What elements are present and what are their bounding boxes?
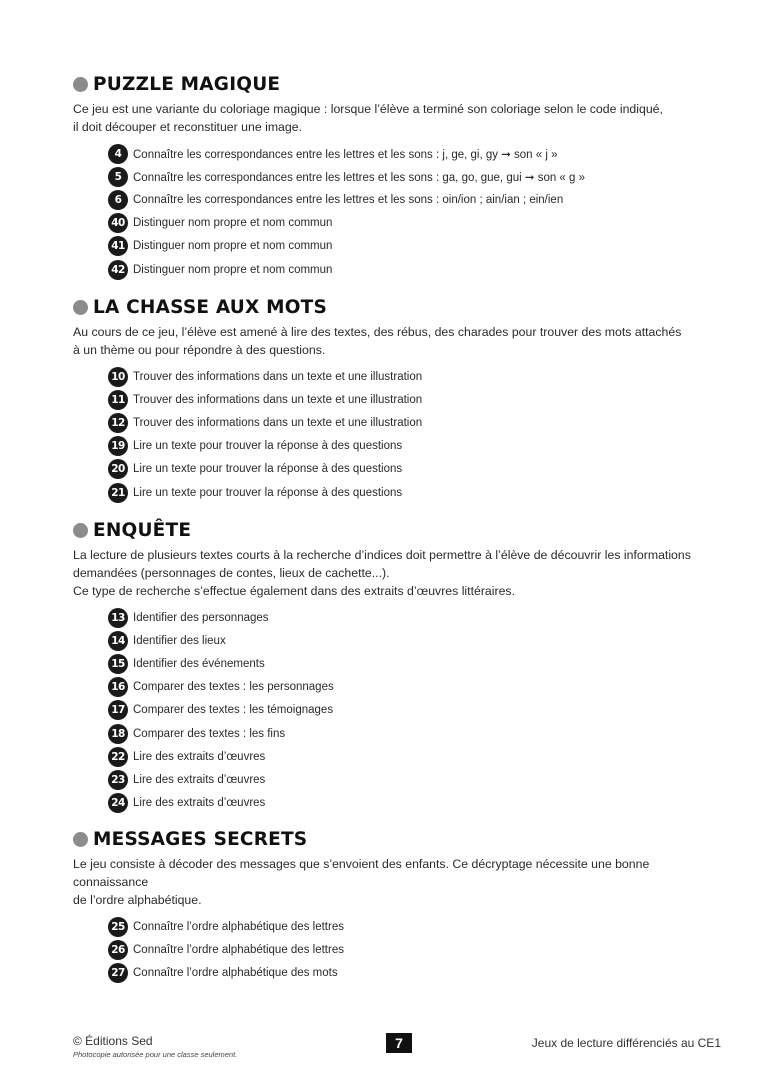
list-item [108, 745, 693, 768]
list-item [108, 188, 693, 211]
number-badge: 21 [108, 483, 128, 503]
section-title [73, 72, 693, 96]
item-label: Distinguer nom propre et nom commun [133, 217, 333, 230]
number-badge: 20 [108, 459, 128, 479]
number-badge: 12 [108, 413, 128, 433]
item-label: Connaître l’ordre alphabétique des lettres [133, 943, 344, 956]
list-item [108, 676, 693, 699]
list-item [108, 142, 693, 165]
item-list [108, 915, 693, 985]
item-label: Connaître les correspondances entre les lettres et les sons : ga, go, gue, gui ➞ son « g » [133, 171, 586, 184]
number-badge: 27 [108, 963, 128, 983]
item-label: Lire des extraits d’œuvres [133, 750, 266, 763]
list-item [108, 165, 693, 188]
intro-line: Le jeu consiste à décoder des messages que s’envoient des enfants. Ce décryptage nécessite une bonne connaissance [73, 857, 650, 889]
number-badge: 26 [108, 940, 128, 960]
list-item [108, 411, 693, 434]
intro-line: La lecture de plusieurs textes courts à la recherche d’indices doit permettre à l’élève de découvrir les informations [73, 548, 691, 562]
list-item [108, 768, 693, 791]
section-intro [73, 546, 693, 600]
list-item [108, 258, 693, 281]
item-label: Lire des extraits d’œuvres [133, 797, 266, 810]
intro-line: Ce type de recherche s’effectue également dans des extraits d’œuvres littéraires. [73, 584, 515, 598]
section-intro [73, 100, 693, 136]
number-badge: 24 [108, 793, 128, 813]
number-badge: 19 [108, 436, 128, 456]
intro-line: il doit découper et reconstituer une image. [73, 120, 302, 134]
number-badge: 40 [108, 213, 128, 233]
intro-line: à un thème ou pour répondre à des questions. [73, 343, 326, 357]
item-label: Lire un texte pour trouver la réponse à des questions [133, 463, 403, 476]
footer-left [73, 1034, 237, 1059]
bullet-icon [73, 77, 88, 92]
list-item [108, 652, 693, 675]
item-label: Lire des extraits d’œuvres [133, 773, 266, 786]
item-label: Comparer des textes : les témoignages [133, 704, 334, 717]
copyright-text: © Éditions Sed [73, 1034, 153, 1048]
item-label: Lire un texte pour trouver la réponse à des questions [133, 440, 403, 453]
number-badge: 41 [108, 236, 128, 256]
section-title-text: LA CHASSE AUX MOTS [93, 296, 327, 318]
item-label: Connaître les correspondances entre les lettres et les sons : j, ge, gi, gy ➞ son « j » [133, 148, 558, 161]
number-badge: 4 [108, 144, 128, 164]
bullet-icon [73, 523, 88, 538]
number-badge: 15 [108, 654, 128, 674]
item-label: Distinguer nom propre et nom commun [133, 240, 333, 253]
intro-line: Au cours de ce jeu, l’élève est amené à lire des textes, des rébus, des charades pour trouver des mots attachés [73, 325, 682, 339]
intro-line: Ce jeu est une variante du coloriage magique : lorsque l’élève a terminé son coloriage selon le code indiqué, [73, 102, 663, 116]
section-title [73, 827, 693, 851]
bullet-icon [73, 300, 88, 315]
number-badge: 11 [108, 390, 128, 410]
number-badge: 42 [108, 260, 128, 280]
section-title-text: MESSAGES SECRETS [93, 828, 308, 850]
list-item [108, 365, 693, 388]
section-intro [73, 323, 693, 359]
section-puzzle-magique [73, 72, 693, 281]
list-item [108, 481, 693, 504]
list-item [108, 458, 693, 481]
section-intro [73, 855, 693, 909]
section-chasse-aux-mots [73, 295, 693, 504]
item-label: Distinguer nom propre et nom commun [133, 263, 333, 276]
number-badge: 13 [108, 608, 128, 628]
number-badge: 6 [108, 190, 128, 210]
book-title: Jeux de lecture différenciés au CE1 [531, 1036, 721, 1050]
item-label: Identifier des événements [133, 657, 265, 670]
section-title [73, 518, 693, 542]
item-list [108, 365, 693, 504]
section-title [73, 295, 693, 319]
item-label: Connaître les correspondances entre les lettres et les sons : oin/ion ; ain/ian ; ein/ien [133, 193, 564, 206]
list-item [108, 792, 693, 815]
item-label: Trouver des informations dans un texte et une illustration [133, 393, 423, 406]
number-badge: 10 [108, 367, 128, 387]
intro-line: demandées (personnages de contes, lieux de cachette...). [73, 566, 390, 580]
section-enquete [73, 518, 693, 815]
item-label: Lire un texte pour trouver la réponse à des questions [133, 486, 403, 499]
item-list [108, 142, 693, 281]
item-label: Trouver des informations dans un texte et une illustration [133, 370, 423, 383]
photocopy-notice: Photocopie autorisée pour une classe seulement. [73, 1050, 238, 1059]
item-label: Identifier des lieux [133, 634, 226, 647]
number-badge: 22 [108, 747, 128, 767]
item-list [108, 606, 693, 815]
list-item [108, 212, 693, 235]
item-label: Comparer des textes : les fins [133, 727, 286, 740]
section-title-text: PUZZLE MAGIQUE [93, 73, 281, 95]
section-title-text: ENQUÊTE [93, 519, 192, 541]
number-badge: 17 [108, 700, 128, 720]
list-item [108, 938, 693, 961]
number-badge: 14 [108, 631, 128, 651]
intro-line: de l’ordre alphabétique. [73, 893, 202, 907]
bullet-icon [73, 832, 88, 847]
list-item [108, 388, 693, 411]
item-label: Connaître l’ordre alphabétique des mots [133, 966, 338, 979]
section-messages-secrets [73, 827, 693, 985]
list-item [108, 722, 693, 745]
page-number: 7 [386, 1033, 412, 1053]
list-item [108, 629, 693, 652]
list-item [108, 435, 693, 458]
item-label: Identifier des personnages [133, 611, 269, 624]
number-badge: 23 [108, 770, 128, 790]
list-item [108, 699, 693, 722]
number-badge: 16 [108, 677, 128, 697]
item-label: Trouver des informations dans un texte et une illustration [133, 416, 423, 429]
number-badge: 25 [108, 917, 128, 937]
list-item [108, 915, 693, 938]
list-item [108, 961, 693, 984]
number-badge: 5 [108, 167, 128, 187]
item-label: Comparer des textes : les personnages [133, 681, 334, 694]
list-item [108, 606, 693, 629]
list-item [108, 235, 693, 258]
item-label: Connaître l’ordre alphabétique des lettres [133, 920, 344, 933]
number-badge: 18 [108, 724, 128, 744]
